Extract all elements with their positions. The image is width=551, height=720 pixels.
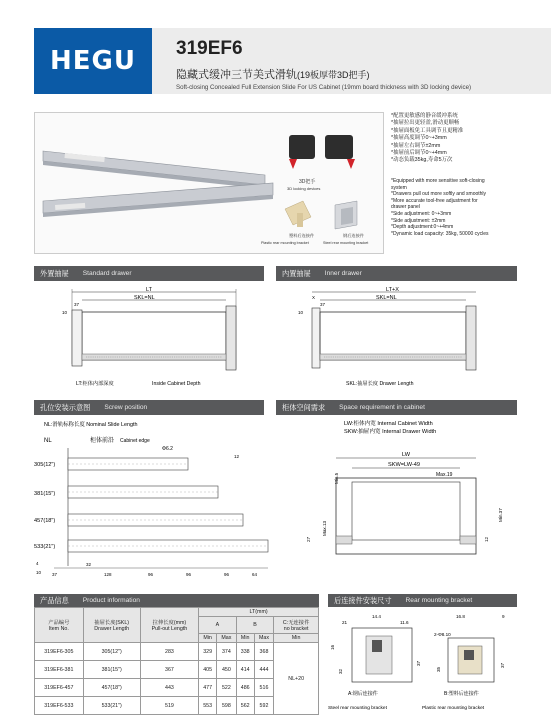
section-standard-drawer	[34, 266, 264, 281]
locking-device-image	[289, 135, 355, 169]
dim-max13: Max.13	[322, 520, 327, 536]
a-dim: 16	[330, 644, 335, 650]
nl-label: NL	[44, 438, 52, 444]
feature-en-line: *Side adjustment: 0~+3mm	[391, 210, 452, 217]
dim-10: 10	[62, 310, 68, 315]
col-min: Min	[274, 634, 319, 643]
dim-lw: LW	[402, 452, 410, 458]
feature-en-line: *Dynamic load capacity: 35kg, 50000 cycles	[391, 230, 489, 237]
a-label-en: Steel rear mounting bracket	[328, 706, 387, 711]
model-number: 319EF6	[176, 38, 243, 59]
b-label-en: Plastic rear mounting bracket	[422, 706, 485, 711]
section-title-zh: 孔位安装示意图	[40, 402, 91, 412]
feature-zh-line: *抽屉左右调节±2mm	[391, 142, 441, 149]
feature-zh-line: *抽屉前后调节0~+4mm	[391, 150, 447, 157]
inner-drawer-diagram	[276, 284, 521, 401]
a-dim: 37	[416, 660, 421, 666]
title-chinese	[176, 66, 370, 82]
feature-zh-line: *抽屉高度调节0~+3mm	[391, 135, 447, 142]
section-title-en: Screw position	[104, 404, 148, 411]
product-info-table	[34, 607, 319, 715]
dim-bottom: 37	[52, 572, 58, 577]
feature-zh-line: *动态负载35kg,寿命5万次	[391, 157, 453, 164]
col-item-header: 产品编号 Item No.	[35, 608, 84, 643]
locking-label-en: 3D locking devices	[287, 186, 321, 191]
title-zh-main: 隐藏式缓冲三节美式滑轨	[176, 69, 297, 81]
dim-27: 27	[306, 536, 311, 542]
caption-lt-en: Inside Cabinet Depth	[152, 381, 201, 387]
rail-length-row: 381(15")	[34, 491, 56, 497]
dim-bottom: 96	[186, 572, 192, 577]
features-zh	[391, 113, 463, 165]
space-requirement-diagram	[276, 418, 521, 583]
col-min: Min	[199, 634, 217, 643]
feature-en-line: *Depth adjustment:0~+4mm	[391, 224, 454, 231]
col-max: Max	[254, 634, 274, 643]
skw-note: SKW:抽屉内宽 Internal Drawer Width	[344, 429, 437, 435]
a-dim: 11.6	[400, 620, 409, 625]
cabinet-edge-zh: 柜体前沿	[90, 438, 115, 444]
rail-length-row: 305(12")	[34, 462, 56, 468]
slide-rail-image-1	[43, 151, 265, 189]
section-title-zh: 外置抽屉	[40, 268, 69, 278]
rail-length-row: 533(21")	[34, 544, 56, 550]
title-zh-suffix: (19板厚带3D把手)	[297, 70, 370, 80]
steel-label-en: Steel rear mounting bracket	[323, 241, 369, 245]
dim-bottom: 96	[148, 572, 154, 577]
col-lt-header: LT(mm)	[199, 608, 319, 617]
product-photo-illustration	[35, 113, 385, 255]
dim-bottom: 32	[86, 562, 92, 567]
dim-10: 10	[298, 310, 304, 315]
col-b-header: B	[236, 617, 274, 634]
section-title-zh: 内置抽屉	[282, 268, 311, 278]
b-dim: 16.8	[456, 614, 465, 619]
b-dim: 2-Φ8.10	[434, 632, 451, 637]
table-row: 319EF6-533 533(21") 519 553 598 562 592	[35, 697, 319, 715]
lw-note: LW:柜体内宽 Internal Cabinet Width	[344, 421, 433, 427]
dim-37: 37	[74, 302, 80, 307]
caption-skl: SKL:抽屉长度 Drawer Length	[346, 381, 414, 387]
table-row: 319EF6-305 305(12") 283 329 374 338 368 NL+20	[35, 643, 319, 661]
a-dim: 32	[338, 668, 343, 674]
col-max: Max	[217, 634, 237, 643]
section-title-en: Space requirement in cabinet	[339, 404, 425, 411]
logo-text: HEGU	[50, 46, 136, 76]
caption-lt-zh: LT:柜体内部深度	[76, 381, 114, 387]
col-pull-out-header: 拉伸长度(mm) Pull-out Length	[140, 608, 198, 643]
col-a-header: A	[199, 617, 237, 634]
dim-bottom: 4	[36, 561, 39, 566]
nl-note: NL:滑轨标称长度 Nominal Slide Length	[44, 422, 138, 428]
table-row: 319EF6-381 381(15") 367 405 450 414 444	[35, 661, 319, 679]
brand-logo	[34, 28, 152, 94]
dim-bottom: 64	[252, 572, 258, 577]
plastic-label-zh: 塑料后连接件	[289, 233, 315, 238]
dim-ltx: LT+X	[386, 287, 399, 293]
rear-bracket-diagrams	[328, 610, 518, 719]
plastic-label-en: Plastic rear mounting bracket	[261, 241, 309, 245]
feature-zh-line: *抽屉面板免工具调节且更精准	[391, 127, 464, 134]
product-photo-area	[34, 112, 384, 254]
b-label-zh: B:塑料后连接件	[444, 691, 479, 697]
screw-position-diagram	[30, 418, 270, 583]
a-label-zh: A:钢后连接件	[348, 691, 378, 697]
dim-12: 12	[484, 536, 489, 542]
dim-37: 37	[320, 302, 326, 307]
dim-skw: SKW=LW-49	[388, 462, 420, 468]
feature-zh-line: *配置更敏感的静音缓冲系统	[391, 113, 458, 119]
steel-bracket-image	[335, 201, 357, 229]
dim-max19: Max.19	[436, 472, 453, 478]
b-dim: 37	[500, 662, 505, 668]
dim-bottom: 10	[36, 570, 42, 575]
dim-skl: SKL=NL	[134, 295, 155, 301]
slide-rail-image-2	[43, 183, 273, 217]
rail-length-row: 457(18")	[34, 518, 56, 524]
cabinet-edge-en: Cabinet edge	[120, 438, 150, 444]
steel-label-zh: 钢后连接件	[343, 233, 364, 238]
dim-phi: Φ6.2	[162, 446, 173, 452]
col-drawer-length-header: 抽屉长度(SKL) Drawer Length	[83, 608, 140, 643]
dim-lt: LT	[146, 287, 153, 293]
section-space-requirement	[276, 400, 517, 415]
dim-12: 12	[234, 454, 240, 459]
feature-en-line: *Side adjustment: ±2mm	[391, 217, 446, 224]
b-dim: 35	[436, 666, 441, 672]
section-inner-drawer	[276, 266, 517, 281]
col-min: Min	[236, 634, 254, 643]
a-dim: 14.4	[372, 614, 381, 619]
a-dim: 21	[342, 620, 348, 625]
dim-x: X	[312, 295, 316, 300]
section-rear-mounting-bracket	[328, 594, 517, 607]
section-title-en: Rear mounting bracket	[405, 597, 473, 604]
section-product-information	[34, 594, 319, 607]
b-dim: 9	[502, 614, 505, 619]
features-en	[391, 178, 489, 237]
section-title-zh: 柜体空间需求	[282, 402, 326, 412]
dim-skl: SKL=NL	[376, 295, 397, 301]
table-row: 319EF6-457 457(18") 443 477 522 486 516	[35, 679, 319, 697]
title-english: Soft-closing Concealed Full Extension Slide For US Cabinet (19mm board thickness with 3D locking device)	[176, 84, 472, 91]
c-value-cell: NL+20	[274, 643, 319, 715]
feature-zh-line: *抽屉拉出更轻盈,滑动更顺畅	[391, 120, 460, 127]
feature-en-line: drawer panel	[391, 204, 420, 211]
feature-en-line: *More accurate tool-free adjustment for	[391, 197, 478, 204]
dim-bottom: 96	[224, 572, 230, 577]
standard-drawer-diagram	[34, 284, 274, 401]
section-title-en: Product information	[82, 597, 140, 604]
locking-label-zh: 3D把手	[299, 179, 316, 185]
feature-en-line: *Drawers pull out more softly and smoothly	[391, 191, 487, 198]
plastic-bracket-image	[285, 201, 311, 227]
section-screw-position	[34, 400, 264, 415]
dim-bottom: 128	[104, 572, 112, 577]
dim-min5: Min.5	[334, 472, 339, 484]
section-title-en: Standard drawer	[82, 270, 132, 277]
feature-en-line: system	[391, 184, 407, 191]
section-title-en: Inner drawer	[324, 270, 362, 277]
section-title-zh: 后连接件安装尺寸	[334, 595, 392, 605]
col-c-header: C:无连接件 no bracket	[274, 617, 319, 634]
feature-en-line: *Equipped with more sensitive soft-closing	[391, 178, 485, 184]
dim-min37: Min.37	[498, 508, 503, 522]
section-title-zh: 产品信息	[40, 595, 69, 605]
